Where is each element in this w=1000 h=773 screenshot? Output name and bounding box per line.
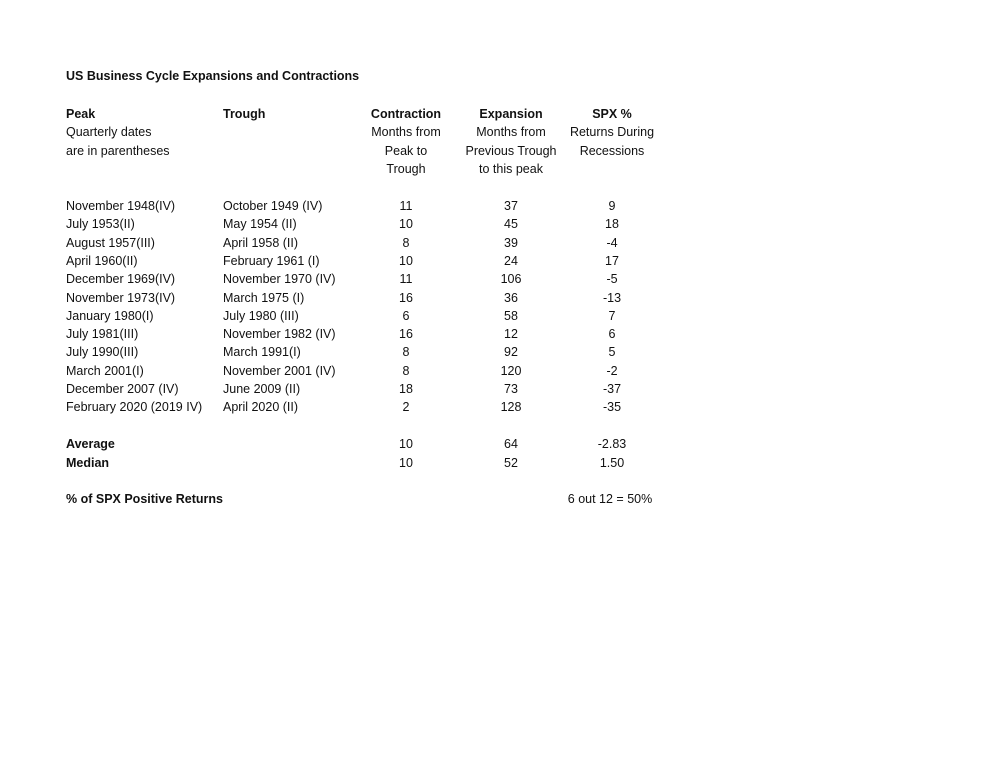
cell-expansion: 39 [504, 235, 518, 250]
header-row [0, 160, 1000, 178]
cell-trough: October 1949 (IV) [223, 199, 323, 213]
cell-contraction: 16 [399, 327, 413, 342]
cell-spx: -2 [606, 363, 618, 378]
header-expansion: Months from [476, 125, 546, 139]
cell-expansion: 128 [500, 400, 522, 415]
cell-contraction: 8 [402, 363, 410, 378]
cell-peak: July 1981(III) [66, 327, 139, 342]
cell-trough: November 1982 (IV) [223, 327, 336, 342]
cell-expansion: 92 [504, 345, 518, 360]
cell-peak: December 1969(IV) [66, 272, 176, 287]
cell-expansion: 36 [504, 290, 518, 305]
cell-spx: -37 [602, 382, 622, 396]
cell-contraction: 11 [399, 272, 413, 287]
header-contraction: Contraction [370, 107, 442, 121]
footer-value: 6 out 12 = 50% [567, 492, 653, 506]
cell-trough: April 1958 (II) [223, 235, 299, 250]
cell-spx: 5 [608, 345, 616, 360]
header-expansion: to this peak [479, 162, 543, 176]
cell-peak: July 1990(III) [66, 345, 139, 360]
header-trough: Trough [223, 107, 266, 121]
cell-spx: 9 [608, 199, 616, 213]
header-contraction: Months from [371, 125, 441, 139]
header-peak: Quarterly dates [66, 125, 152, 139]
footer-row [0, 490, 1000, 508]
cell-spx: -4 [606, 235, 618, 250]
cell-trough: May 1954 (II) [223, 217, 297, 232]
table-row [0, 380, 1000, 398]
summary-spx: -2.83 [597, 437, 627, 451]
cell-peak: August 1957(III) [66, 235, 155, 250]
header-row [0, 123, 1000, 141]
table-row [0, 343, 1000, 361]
header-contraction: Trough [386, 162, 426, 176]
cell-peak: December 2007 (IV) [66, 382, 179, 396]
summary-spx: 1.50 [599, 456, 625, 470]
summary-row [0, 435, 1000, 453]
header-peak: are in parentheses [66, 144, 170, 158]
cell-spx: 18 [605, 217, 619, 232]
cell-spx: 7 [608, 308, 616, 323]
header-spx: Recessions [579, 144, 645, 158]
cell-trough: March 1991(I) [223, 345, 301, 360]
cell-peak: November 1948(IV) [66, 199, 176, 213]
cell-spx: 17 [605, 253, 619, 268]
cell-peak: July 1953(II) [66, 217, 135, 232]
cell-expansion: 106 [500, 272, 522, 287]
cell-expansion: 58 [504, 308, 518, 323]
table-row [0, 234, 1000, 252]
cell-contraction: 18 [399, 382, 413, 396]
cell-trough: March 1975 (I) [223, 290, 305, 305]
cell-spx: -13 [602, 290, 622, 305]
cell-peak: January 1980(I) [66, 308, 154, 323]
header-row [0, 105, 1000, 123]
cell-peak: March 2001(I) [66, 363, 144, 378]
table-row [0, 197, 1000, 215]
cell-expansion: 45 [504, 217, 518, 232]
cell-contraction: 8 [402, 345, 410, 360]
cell-contraction: 6 [402, 308, 410, 323]
table-row [0, 252, 1000, 270]
table-row [0, 325, 1000, 343]
cell-contraction: 16 [399, 290, 413, 305]
table-row [0, 398, 1000, 416]
cell-trough: July 1980 (III) [223, 308, 299, 323]
cell-expansion: 12 [504, 327, 518, 342]
header-spx: Returns During [569, 125, 655, 139]
summary-expansion: 52 [504, 456, 518, 470]
cell-trough: April 2020 (II) [223, 400, 299, 415]
header-contraction: Peak to [384, 144, 428, 158]
footer-label: % of SPX Positive Returns [66, 492, 223, 506]
summary-expansion: 64 [504, 437, 518, 451]
cell-spx: -5 [606, 272, 618, 287]
cell-expansion: 37 [504, 199, 518, 213]
summary-label: Median [66, 456, 110, 470]
header-row [0, 142, 1000, 160]
summary-label: Average [66, 437, 115, 451]
cell-peak: November 1973(IV) [66, 290, 176, 305]
cell-trough: November 1970 (IV) [223, 272, 336, 287]
summary-contraction: 10 [399, 437, 413, 451]
summary-contraction: 10 [399, 456, 413, 470]
cell-spx: -35 [602, 400, 622, 415]
header-peak: Peak [66, 107, 96, 121]
cell-trough: June 2009 (II) [223, 382, 301, 396]
cell-expansion: 73 [504, 382, 518, 396]
cell-contraction: 2 [402, 400, 410, 415]
header-spx: SPX % [592, 107, 632, 121]
cell-contraction: 11 [399, 199, 413, 213]
cell-expansion: 24 [504, 253, 518, 268]
cell-trough: November 2001 (IV) [223, 363, 336, 378]
cell-trough: February 1961 (I) [223, 253, 320, 268]
cell-contraction: 8 [402, 235, 410, 250]
cell-contraction: 10 [399, 217, 413, 232]
header-expansion: Expansion [479, 107, 543, 121]
cell-expansion: 120 [500, 363, 522, 378]
cell-contraction: 10 [399, 253, 413, 268]
header-expansion: Previous Trough [465, 144, 557, 158]
page-title: US Business Cycle Expansions and Contractions [66, 69, 360, 83]
table-row [0, 289, 1000, 307]
table-row [0, 270, 1000, 288]
cell-peak: February 2020 (2019 IV) [66, 400, 203, 415]
cell-peak: April 1960(II) [66, 253, 138, 268]
cell-spx: 6 [608, 327, 616, 342]
table-row [0, 307, 1000, 325]
table-row [0, 215, 1000, 233]
summary-row [0, 454, 1000, 472]
table-row [0, 362, 1000, 380]
